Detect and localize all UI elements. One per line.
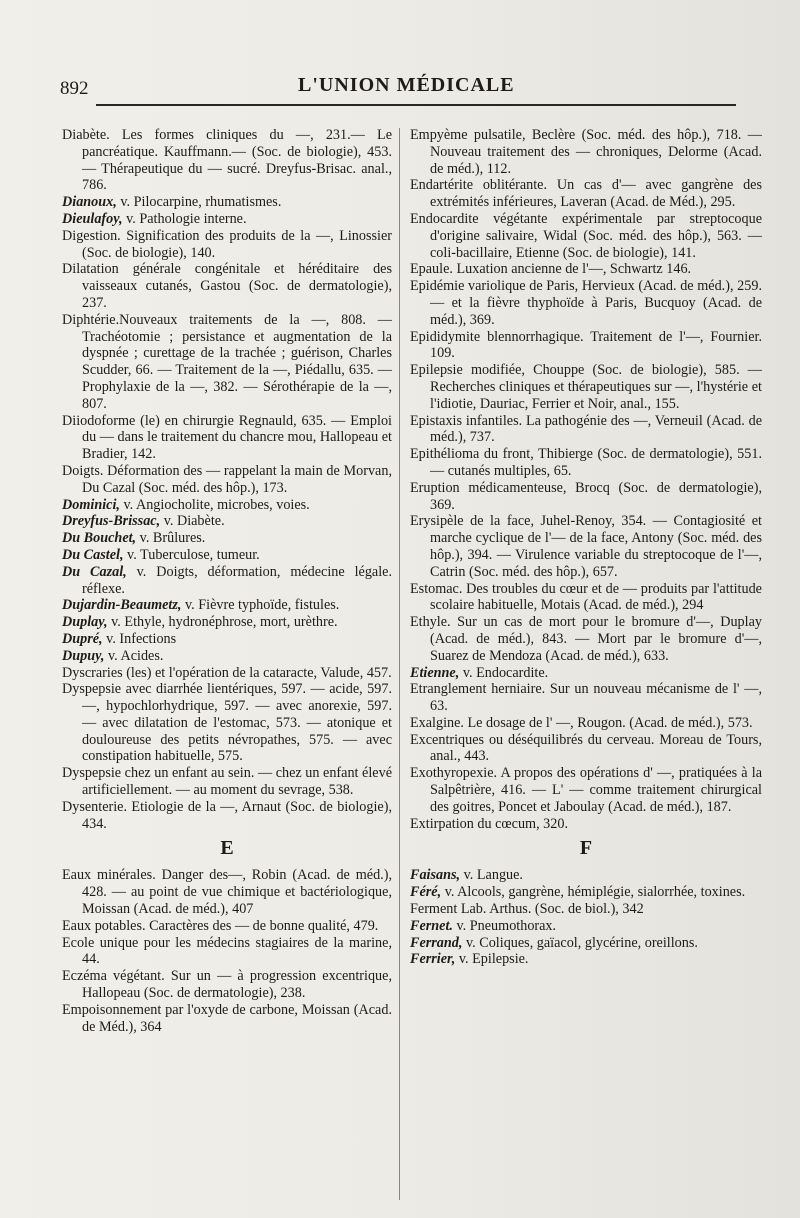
entry-text: Endartérite oblitérante. Un cas d'— avec gangrène des extrémités inférieures, Laveran (Acad. de Méd.), 295. xyxy=(410,177,762,211)
entry-text: Diphtérie.Nouveaux traitements de la —, 808. — Trachéotomie ; persistance et augmentation de la dyspnée ; curettage de la trachée ; guérison, Charles Scudder, 66. — Traitement de la —, Piédallu, 635. — Prophylaxie de la —, 382. — Sérothérapie de la —, 807. xyxy=(62,311,392,412)
entry-headword: Fernet. xyxy=(410,917,453,934)
entries-d xyxy=(62,127,392,832)
entry-text: Dyspepsie chez un enfant au sein. — chez un enfant élevé artificiellement. — au moment du sevrage, 538. xyxy=(62,765,392,799)
entry-headword: Dupré, xyxy=(62,630,103,647)
index-entry xyxy=(410,413,762,447)
entry-text: Doigts. Déformation des — rappelant la main de Morvan, Du Cazal (Soc. méd. des hôp.), 173. xyxy=(62,462,392,496)
entry-text: Ethyle. Sur un cas de mort pour le bromure d'—, Duplay (Acad. de méd.), 843. — Mort par le bromure d'—, Suarez de Mendoza (Acad. de méd.), 633. xyxy=(410,614,762,664)
index-entry xyxy=(62,228,392,262)
entry-headword: Du Bouchet, xyxy=(62,530,137,547)
entry-text: Eaux potables. Caractères des — de bonne qualité, 479. xyxy=(62,917,379,934)
entry-headword: Dianoux, xyxy=(62,194,117,211)
entry-headword: Dujardin-Beaumetz, xyxy=(62,597,182,614)
index-entry xyxy=(410,446,762,480)
index-entry xyxy=(62,765,392,799)
entry-text: v. Coliques, gaïacol, glycérine, oreillons. xyxy=(462,934,698,951)
index-entry xyxy=(410,513,762,580)
index-entry xyxy=(62,564,392,598)
index-entry xyxy=(410,951,762,968)
entry-text: Excentriques ou déséquilibrés du cerveau. Moreau de Tours, anal., 443. xyxy=(410,731,762,765)
index-entry xyxy=(410,935,762,952)
entries-f xyxy=(410,867,762,968)
index-entry xyxy=(410,329,762,363)
section-letter-f: F xyxy=(579,837,593,860)
index-entry xyxy=(410,715,762,732)
entry-text: v. Doigts, déformation, médecine légale. réflexe. xyxy=(82,563,392,597)
entry-text: Dysenterie. Etiologie de la —, Arnaut (Soc. de biologie), 434. xyxy=(62,798,392,832)
entry-text: Erysipèle de la face, Juhel-Renoy, 354. — Contagiosité et marche cyclique de l'— de la face, Antony (Soc. méd. des hôp.), 394. — Virulence variable du streptocoque de l'—, Catrin (Soc. méd. des hôp.), 657. xyxy=(410,513,762,580)
index-entry xyxy=(62,194,392,211)
entry-text: Exothyropexie. A propos des opérations d' —, pratiquées à la Salpêtrière, 416. — L' — comme traitement chirurgical des goitres, Poncet et Jaboulay (Acad. de méd.), 187. xyxy=(410,765,762,815)
index-entry xyxy=(62,968,392,1002)
index-entry xyxy=(410,765,762,815)
index-entry xyxy=(410,362,762,412)
entry-headword: Ferrier, xyxy=(410,951,456,968)
index-entry xyxy=(62,665,392,682)
entry-text: Epilepsie modifiée, Chouppe (Soc. de biologie), 585. — Recherches cliniques et thérapeutiques sur —, l'hystérie et l'idiotie, Dauriac, Ferrier et Noir, anal., 155. xyxy=(410,362,762,412)
entry-headword: Féré, xyxy=(410,884,442,901)
entry-text: Extirpation du cœcum, 320. xyxy=(410,815,569,832)
header-rule xyxy=(96,104,736,106)
entry-text: v. Endocardite. xyxy=(459,664,549,681)
index-entry xyxy=(62,614,392,631)
index-entry xyxy=(410,614,762,664)
entry-text: Empyème pulsatile, Beclère (Soc. méd. des hôp.), 718. — Nouveau traitement des — chroniques, Delorme (Acad. de méd.), 112. xyxy=(410,127,762,177)
entry-headword: Dieulafoy, xyxy=(62,210,123,227)
index-entry xyxy=(410,261,762,278)
index-entry xyxy=(62,918,392,935)
column-divider xyxy=(399,128,400,1200)
index-entry xyxy=(62,547,392,564)
index-entry xyxy=(62,513,392,530)
index-entry xyxy=(410,681,762,715)
index-entry xyxy=(62,681,392,765)
journal-title: L'UNION MÉDICALE xyxy=(298,74,515,96)
entry-headword: Duplay, xyxy=(62,614,108,631)
index-entry xyxy=(62,127,392,194)
index-entry xyxy=(410,918,762,935)
entry-text: v. Fièvre typhoïde, fistules. xyxy=(181,597,340,614)
entry-text: v. Acides. xyxy=(104,647,164,664)
entry-text: Epaule. Luxation ancienne de l'—, Schwartz 146. xyxy=(410,261,692,278)
entry-text: Eruption médicamenteuse, Brocq (Soc. de dermatologie), 369. xyxy=(410,479,762,513)
index-entry xyxy=(410,816,762,833)
entry-text: Ecole unique pour les médecins stagiaires de la marine, 44. xyxy=(62,934,392,968)
entry-text: v. Pathologie interne. xyxy=(122,210,247,227)
entry-text: v. Tuberculose, tumeur. xyxy=(123,546,260,563)
entry-text: Diabète. Les formes cliniques du —, 231.— Le pancréatique. Kauffmann.— (Soc. de biologie), 453. — Thérapeutique du — sucré. Dreyfus-Brisac. anal., 786. xyxy=(62,127,392,194)
entry-text: Digestion. Signification des produits de la —, Linossier (Soc. de biologie), 140. xyxy=(62,227,392,261)
index-entry xyxy=(410,884,762,901)
index-entry xyxy=(410,732,762,766)
index-entry xyxy=(62,1002,392,1036)
entry-text: Endocardite végétante expérimentale par streptocoque d'origine salivaire, Widal (Soc. méd. des hôp.), 563. — coli-bacillaire, Etienne (Soc. de biologie), 141. xyxy=(410,210,762,261)
index-entry xyxy=(410,901,762,918)
index-entry xyxy=(62,867,392,917)
entry-text: Epidémie variolique de Paris, Hervieux (Acad. de méd.), 259. — et la fièvre thyphoïde à Paris, Bucquoy (Acad. de méd.), 369. xyxy=(410,278,762,328)
page-header xyxy=(0,74,800,98)
entries-e-continued xyxy=(410,127,762,832)
entry-headword: Du Castel, xyxy=(62,546,124,563)
index-entry xyxy=(410,665,762,682)
index-entry xyxy=(62,211,392,228)
index-entry xyxy=(410,480,762,514)
entry-text: Eaux minérales. Danger des—, Robin (Acad. de méd.), 428. — au point de vue chimique et bactériologique, Moissan (Acad. de méd.), 407 xyxy=(62,867,392,918)
entry-text: v. Alcools, gangrène, hémiplégie, sialorrhée, toxines. xyxy=(441,884,746,901)
index-entry xyxy=(62,463,392,497)
entry-text: v. Brûlures. xyxy=(136,530,206,547)
entry-text: Empoisonnement par l'oxyde de carbone, Moissan (Acad. de Méd.), 364 xyxy=(62,1001,392,1035)
entry-headword: Du Cazal, xyxy=(62,563,127,580)
index-entry xyxy=(410,177,762,211)
entry-text: Ferment Lab. Arthus. (Soc. de biol.), 342 xyxy=(410,901,644,918)
entry-headword: Dominici, xyxy=(62,496,120,513)
left-column xyxy=(62,127,392,1035)
entry-text: Dyspepsie avec diarrhée lientériques, 597. — acide, 597. —, hypochlorhydrique, 597. — avec anorexie, 597. — avec dilatation de l'estomac, 573. — atonique et douloureuse des petits névropathes, 575. — avec constipation habituelle, 575. xyxy=(62,681,392,765)
entry-text: v. Ethyle, hydronéphrose, mort, urèthre. xyxy=(107,614,338,631)
section-letter-e: E xyxy=(220,837,234,860)
index-entry xyxy=(62,648,392,665)
right-column xyxy=(410,127,762,968)
entry-text: v. Pneumothorax. xyxy=(452,917,557,934)
entry-text: v. Angiocholite, microbes, voies. xyxy=(119,496,310,513)
index-entry xyxy=(62,631,392,648)
entry-text: Exalgine. Le dosage de l' —, Rougon. (Acad. de méd.), 573. xyxy=(410,714,753,731)
index-entry xyxy=(62,597,392,614)
index-entry xyxy=(62,261,392,311)
entries-e xyxy=(62,867,392,1035)
entry-text: Dilatation générale congénitale et héréditaire des vaisseaux cutanés, Gastou (Soc. de dermatologie), 237. xyxy=(62,261,392,311)
index-entry xyxy=(410,581,762,615)
entry-text: Diiodoforme (le) en chirurgie Regnauld, 635. — Emploi du — dans le traitement du chancre mou, Hallopeau et Bradier, 142. xyxy=(62,412,392,463)
index-entry xyxy=(62,530,392,547)
entry-text: Epistaxis infantiles. La pathogénie des —, Verneuil (Acad. de méd.), 737. xyxy=(410,412,762,446)
entry-headword: Ferrand, xyxy=(410,934,463,951)
entry-text: Dyscraries (les) et l'opération de la cataracte, Valude, 457. xyxy=(62,664,392,681)
entry-text: Eczéma végétant. Sur un — à progression excentrique, Hallopeau (Soc. de dermatologie), 238. xyxy=(62,968,392,1002)
entry-text: v. Pilocarpine, rhumatismes. xyxy=(116,194,282,211)
index-entry xyxy=(410,127,762,177)
index-entry xyxy=(62,497,392,514)
entry-text: Epididymite blennorrhagique. Traitement de l'—, Fournier. 109. xyxy=(410,328,762,362)
entry-text: v. Langue. xyxy=(460,867,523,884)
entry-text: v. Epilepsie. xyxy=(455,951,529,968)
entry-text: Epithélioma du front, Thibierge (Soc. de dermatologie), 551. — cutanés multiples, 65. xyxy=(410,446,762,479)
entry-text: v. Infections xyxy=(102,630,177,647)
index-entry xyxy=(62,799,392,833)
page-number: 892 xyxy=(60,78,89,99)
index-entry xyxy=(410,867,762,884)
entry-headword: Dupuy, xyxy=(62,647,105,664)
index-entry xyxy=(410,278,762,328)
index-entry xyxy=(410,211,762,261)
entry-headword: Dreyfus-Brissac, xyxy=(62,513,161,530)
index-entry xyxy=(62,935,392,969)
entry-text: v. Diabète. xyxy=(160,513,225,530)
index-entry xyxy=(62,413,392,463)
entry-headword: Etienne, xyxy=(410,664,460,681)
entry-text: Etranglement herniaire. Sur un nouveau mécanisme de l' —, 63. xyxy=(410,681,762,715)
entry-headword: Faisans, xyxy=(410,867,461,884)
entry-text: Estomac. Des troubles du cœur et de — produits par l'attitude scolaire habituelle, Motais (Acad. de méd.), 294 xyxy=(410,580,762,614)
index-entry xyxy=(62,312,392,413)
